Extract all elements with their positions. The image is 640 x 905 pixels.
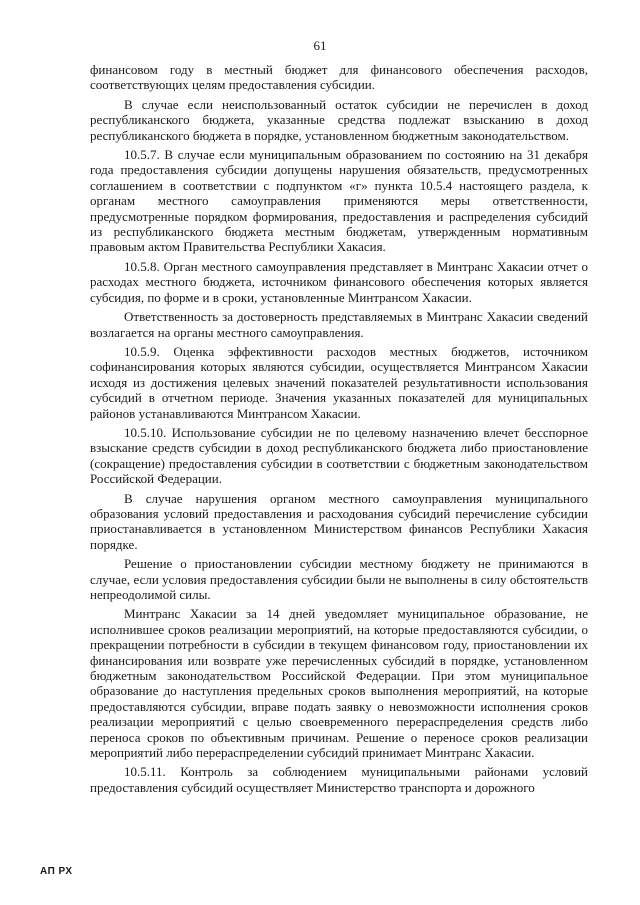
page-number: 61 — [313, 38, 327, 53]
paragraph-responsibility: Ответственность за достоверность представляемых в Минтранс Хакасии сведений возлагается на органы местного самоуправления. — [90, 309, 588, 340]
footer-mark: АП РХ — [40, 866, 73, 877]
paragraph-10-5-7: 10.5.7. В случае если муниципальным образованием по состоянию на 31 декабря года предоставления субсидии допущены нарушения обязательств, предусмотренных соглашением в соответствии с подпунктом «г» пункта 10.5.4 настоящего раздела, к органам местного самоуправления применяются меры ответственности, предусмотренные порядком формирования, предоставления и распределения субсидий из республиканского бюджета местным бюджетам, утвержденным нормативным правовым актом Правительства Республики Хакасия. — [90, 147, 588, 255]
paragraph-violation: В случае нарушения органом местного самоуправления муниципального образования условий предоставления и расходования субсидий перечисление субсидии приостанавливается в установленном Министерством финансов Республики Хакасия порядке. — [90, 490, 588, 552]
paragraph-suspension-decision: Решение о приостановлении субсидии местному бюджету не принимаются в случае, если условия предоставления субсидии были не выполнены в силу обстоятельств непреодолимой силы. — [90, 556, 588, 602]
document-body — [90, 62, 588, 799]
paragraph-10-5-8: 10.5.8. Орган местного самоуправления представляет в Минтранс Хакасии отчет о расходах местного бюджета, источником финансового обеспечения которых является субсидия, по форме и в сроки, установленные Минтрансом Хакасии. — [90, 258, 588, 305]
paragraph-10-5-10: 10.5.10. Использование субсидии не по целевому назначению влечет бесспорное взыскание средств субсидии в доход республиканского бюджета либо приостановление (сокращение) предоставления субсидии в соответствии с бюджетным законодательством Российской Федерации. — [90, 424, 588, 487]
paragraph-10-5-9: 10.5.9. Оценка эффективности расходов местных бюджетов, источником софинансирования которых являются субсидии, осуществляется Минтрансом Хакасии исходя из достижения целевых значений показателей результативности использования субсидий в отчетном периоде. Значения указанных показателей для муниципальных районов устанавливаются Минтрансом Хакасии. — [90, 343, 588, 421]
paragraph-notification: Минтранс Хакасии за 14 дней уведомляет муниципальное образование, не исполнившее сроков реализации мероприятий, на которые предоставляются субсидии, о прекращении потребности в субсидии в текущем финансовом году, приостановлении их финансирования или возврате уже перечисленных субсидий в порядке, установленном бюджетным законодательством Российской Федерации. При этом муниципальное образование до наступления предельных сроков выполнения мероприятий, на которые предоставляются субсидии, вправе подать заявку о невозможности исполнения сроков реализации мероприятий с целью своевременного перераспределения средств либо переноса сроков по объективным причинам. Решение о переносе сроков реализации мероприятий либо перераспределении субсидий принимает Минтранс Хакасии. — [90, 606, 588, 761]
paragraph-continuation: финансовом году в местный бюджет для финансового обеспечения расходов, соответствующих целям предоставления субсидии. — [90, 62, 588, 93]
paragraph-unused-balance: В случае если неиспользованный остаток субсидии не перечислен в доход республиканского бюджета, указанные средства подлежат взысканию в доход республиканского бюджета в порядке, установленном бюджетным законодательством. — [90, 96, 588, 143]
paragraph-10-5-11: 10.5.11. Контроль за соблюдением муниципальными районами условий предоставления субсидий осуществляет Министерство транспорта и дорожного — [90, 764, 588, 795]
